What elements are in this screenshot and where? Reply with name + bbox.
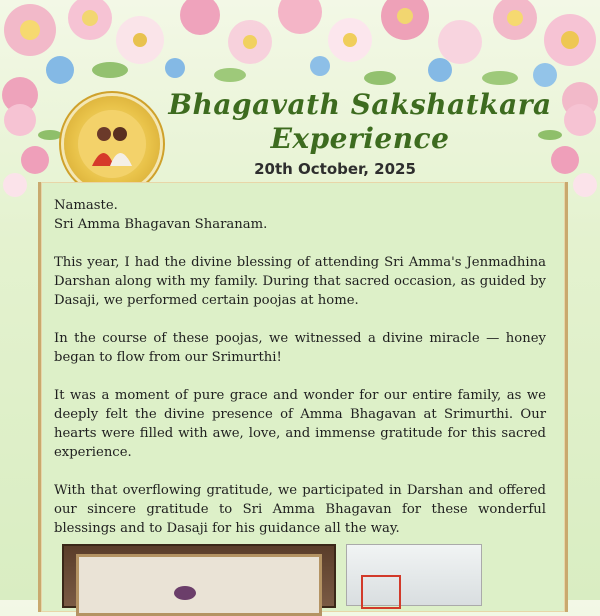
page-title (160, 88, 560, 156)
highlight-box (361, 575, 401, 609)
greeting-line-2: Sri Amma Bhagavan Sharanam. (54, 217, 268, 232)
paragraph-1: This year, I had the divine blessing of attending Sri Amma's Jenmadhina Darshan along with my family. During that sacred occasion, as guided by Dasaji, we performed certain poojas at home. (54, 255, 546, 308)
photo-srimurthi-frame (62, 544, 336, 608)
paragraph-3: It was a moment of pure grace and wonder for our entire family, as we deeply felt the divine presence of Amma Bhagavan at Srimurthi. Our hearts were filled with awe, love, and immense gratitude for this sacred experience. (54, 388, 546, 460)
flower-offering (174, 586, 196, 600)
date-label: 20th October, 2025 (254, 160, 416, 178)
title-line-1: Bhagavath Sakshatkara (168, 88, 552, 121)
deity-emblem (64, 96, 160, 192)
photo-honey-closeup (346, 544, 482, 606)
picture-frame (76, 554, 322, 616)
greeting-line-1: Namaste. (54, 198, 118, 213)
paragraph-2: In the course of these poojas, we witnessed a divine miracle — honey began to flow from our Srimurthi! (54, 331, 546, 365)
deity-image-icon (78, 110, 146, 178)
paragraph-4: With that overflowing gratitude, we participated in Darshan and offered our sincere gratitude to Sri Amma Bhagavan for these wonderful blessings and to Dasaji for his guidance all the way. (54, 483, 546, 536)
title-line-2: Experience (270, 122, 450, 155)
letter-content (54, 196, 546, 557)
